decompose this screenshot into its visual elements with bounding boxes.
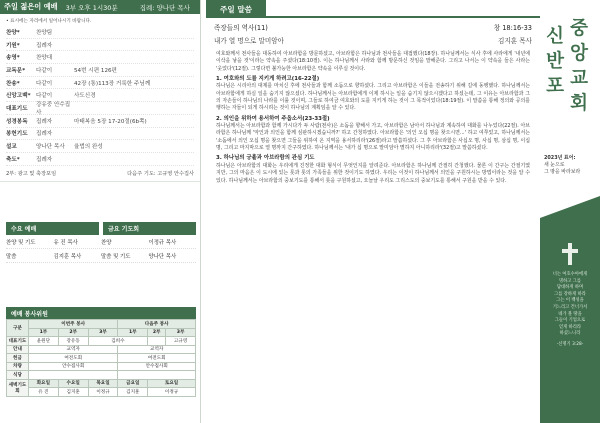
service-title: 주일 젊은이 예배 xyxy=(4,2,58,11)
table-row xyxy=(7,354,196,363)
duty-cell: 말씀 및 기도 xyxy=(101,253,131,260)
order-row xyxy=(6,89,194,102)
roster-subhead: 3부 xyxy=(88,328,118,337)
roster-subhead: 1부 xyxy=(29,328,59,337)
order-label: 송영* xyxy=(6,55,20,62)
preacher-name: 김지훈 목사 xyxy=(498,37,532,45)
order-label: 성경봉독 xyxy=(6,118,28,125)
sermon-point-heading: 2. 의인을 위하여 용서하여 주옵소서(23-33절) xyxy=(216,115,330,122)
next-week-head: 다음주 봉사 xyxy=(118,320,196,329)
roster-row-label: 식당 xyxy=(7,371,29,380)
sermon-paragraph: 하나님은 아브라함의 대화는 우리에게 진정한 대화 형식이 무엇인지를 알려준다. 아브라함은 하나님께 간절히 간청했다. 물론 이 간구는 간절기였지만, 그의 마음은 이 도시에 있는 롯과 롯의 가족들을 위한 것이기도 하였다. 우리는 이것이 하나님께서 의인을 구원하시는 방법이라는 것을 알 수 있다. 하나님께서는 아브라함의 중보기도를 통해서 롯을 구원하셨고, 오늘날 우리도 그리스도의 중보기도를 통해서 구원을 받을 수 있다. xyxy=(216,162,530,184)
roster-cell: 윤원단 xyxy=(29,337,59,346)
order-who: 강유중 안수집사 xyxy=(36,101,71,116)
church-name-char: 포 xyxy=(546,76,564,97)
roster-row-label: 대표기도 xyxy=(7,337,29,346)
roster-day: 화요일 xyxy=(29,379,59,388)
order-who: 찬양팀 xyxy=(36,29,53,36)
roster-subhead: 3부 xyxy=(166,328,196,337)
duty-row xyxy=(6,235,196,249)
scripture-verse xyxy=(543,272,597,349)
roster-cell: 김지훈 xyxy=(118,388,148,397)
order-row xyxy=(6,77,194,90)
roster-cell: 김지훈 xyxy=(58,388,88,397)
order-row xyxy=(6,153,194,166)
order-label: 기원* xyxy=(6,42,20,49)
year-theme xyxy=(544,155,598,176)
roster-cell xyxy=(29,371,118,380)
roster-day: 목요일 xyxy=(88,379,118,388)
order-label: 설교 xyxy=(6,144,17,151)
duty-cell: 김지훈 목사 xyxy=(53,253,82,260)
order-who: 집례자 xyxy=(36,131,53,138)
cross-icon xyxy=(562,243,578,265)
verse-line: 거느리고 건너가서 xyxy=(552,304,588,310)
service-time: 3부 오후 1시30분 xyxy=(65,3,118,12)
verse-line: 담대하게 하며 xyxy=(556,285,584,291)
sermon-paragraph: 하나님은 시리아의 대제를 마치신 후에 천사들과 함께 소돔으로 향하셨다. 그리고 아브라함은 이들을 전송하기 위해 길에 동행했다. 하나님께서는 아브라함에게 하실 일을 숨기지 않으셨다. 하나님께서는 아브라함에게 이제 하시는 일을 숨기지 않으시겠다고 하셨는데, 그 이유는 아브라함과 그의 자손들이 하나님의 나라를 이룰 것이며, 그들로 하여금 여호와의 도를 지키게 하는 것이 그 목적이었다(18:19절). 이 말씀을 통해 정의와 공의를 행하는 자들이 되게 하시려는 것이 하나님의 계획임을 알 수 있다. xyxy=(216,83,530,112)
order-who: 양나단 목사 xyxy=(36,144,65,151)
sermon-title: 족장들의 역사(11) xyxy=(214,24,268,32)
roster-cell: 안수집사회 xyxy=(118,362,196,371)
verse-line: 그는 이 백성을 xyxy=(556,298,584,304)
order-who: 집례자 xyxy=(36,118,53,125)
announcement-line xyxy=(0,166,200,182)
church-name-char: 반 xyxy=(546,51,564,72)
roster-row-label: 새벽기도회 xyxy=(7,379,29,396)
verse-line: 그를 강하게 하라 xyxy=(554,291,586,297)
order-what: 율법의 완성 xyxy=(74,144,103,151)
duty-cell: 찬양 및 기도 xyxy=(6,239,36,246)
roster-cell: 강유동 xyxy=(58,337,88,346)
duty-row xyxy=(6,249,196,263)
roster-day: 토요일 xyxy=(148,379,196,388)
verse-line: 네가 볼 땅을 xyxy=(558,311,582,317)
table-row xyxy=(7,337,196,346)
roster-day: 금요일 xyxy=(118,379,148,388)
order-row xyxy=(6,26,194,39)
sermon-reference: 창 18:16-33 xyxy=(493,24,532,32)
wednesday-worship-heading: 수요 예배 xyxy=(6,222,99,235)
verse-line: 하셨느니라 xyxy=(559,331,581,337)
theme-line: 그 땅을 바라보라 xyxy=(544,169,581,175)
order-label: 신앙고백* xyxy=(6,93,31,100)
table-row xyxy=(7,388,196,397)
cover-panel xyxy=(540,0,600,423)
standing-notice: • 표시에는 자리에서 일어나시기 바랍니다. xyxy=(6,19,92,24)
roster-cell: 고규영 xyxy=(166,337,196,346)
table-row xyxy=(7,345,196,354)
roster-cell: 안수집사회 xyxy=(29,362,118,371)
order-who: 집례자 xyxy=(36,42,53,49)
verse-line: 명하고 그를 xyxy=(558,278,582,284)
sermon-point-heading: 1. 여호와의 도를 지키게 하려고(16-22절) xyxy=(216,76,320,83)
church-name-char: 교 xyxy=(570,68,588,89)
theme-year: 2023년 표어: xyxy=(544,155,576,161)
duty-cell: 유 진 목사 xyxy=(53,239,78,246)
order-what: 42장 (통)113장 거룩한 주님께 xyxy=(74,80,151,87)
service-header xyxy=(0,0,200,14)
church-name-char: 중 xyxy=(570,18,588,39)
table-row xyxy=(7,362,196,371)
this-week-head: 이번주 봉사 xyxy=(29,320,118,329)
order-row xyxy=(6,51,194,64)
theme-line: 새 눈으로 xyxy=(544,162,565,168)
roster-cell: 이정규 xyxy=(148,388,196,397)
order-what: 마태복음 5장 17-20절(6b쪽) xyxy=(74,118,147,125)
order-row xyxy=(6,115,194,128)
order-who: 다같이 xyxy=(36,80,53,87)
roster-cell xyxy=(118,371,196,380)
verse-line: 그들이 기업으로 xyxy=(554,318,586,324)
roster-cell: 교역자 xyxy=(29,345,118,354)
roster-cell: 이정규 xyxy=(88,388,118,397)
verse-reference: -신명기 3:28- xyxy=(556,341,584,347)
service-leader: 집례: 양나단 목사 xyxy=(139,3,190,12)
order-what: 사도신경 xyxy=(74,93,96,100)
order-of-service xyxy=(0,26,200,166)
order-who: 다같이 xyxy=(36,93,53,100)
order-row xyxy=(6,64,194,77)
sermon-subtitle: 내가 열 명으로 말미암아 xyxy=(214,37,284,45)
friday-prayer-heading: 금요 기도회 xyxy=(103,222,196,235)
roster-row-label: 안내 xyxy=(7,345,29,354)
roster-cell: 교역자 xyxy=(118,345,196,354)
order-what: 54번 시편 126편 xyxy=(74,67,117,74)
order-label: 봉헌기도 xyxy=(6,131,28,138)
sermon-body xyxy=(206,45,540,185)
duty-cell: 양나단 목사 xyxy=(148,253,177,260)
order-who: 집례자 xyxy=(36,156,53,163)
announcement-left: 2부: 광고 및 축장포임 xyxy=(6,170,57,177)
roster-cell: 김희수 xyxy=(88,337,148,346)
verse-line: 얻게 하리라 xyxy=(558,324,582,330)
next-week-prayer: 다음주 기도: 고규영 안수집사 xyxy=(127,170,194,177)
order-who: 다같이 xyxy=(36,67,53,74)
sermon-paragraph: 여호와께서 천사들을 대동하여 아브라함을 방문하셨고, 아브라함은 하나님과 천사들을 대접했다(18장). 하나님께서는 식사 후에 사라에게 '내년에 이삭을 낳을 것'이라는 약속을 주셨다(18:10절). 이는 하나님께서 사라와 함께 방문하신 것임을 말해준다. 그리고 나서는 이 약속을 들은 사라는 '웃었다'(12절). 그렇다면 불가능한 아브라함은 약속을 이루실 것이다. xyxy=(216,51,530,72)
order-row xyxy=(6,140,194,153)
roster-table xyxy=(6,319,196,397)
order-row xyxy=(6,102,194,115)
weekday-services xyxy=(6,222,196,263)
roster-subhead: 2부 xyxy=(58,328,88,337)
church-name-char: 신 xyxy=(546,26,564,47)
order-label: 대표기도 xyxy=(6,105,28,112)
duty-cell: 이정규 목사 xyxy=(148,239,177,246)
roster-subhead: 2부 xyxy=(148,328,166,337)
order-who: 찬양대 xyxy=(36,55,53,62)
order-label: 찬양* xyxy=(6,29,20,36)
table-row xyxy=(7,371,196,380)
order-row xyxy=(6,128,194,141)
sermon-paragraph: 하나님께서는 아브라함과 함께 가시다가 두 사람(천사)은 소돔을 향해서 가고, 아브라함은 남아서 하나님과 계속하여 대화를 나누었다(22절). 아브라함은 하나님께 '악인과 의인을 함께 심판하시겠습니까?' 하고 간청하였다. 아브라함은 '의인 오십 명을 찾으시면...' 하고 여쭈었고, 하나님께서는 '소돔에서 의인 오십 명을 찾으면 그들을 위하여 온 지역을 용서하리라'(26절)라고 말씀하셨다. 그 후 아브라함은 사십오 명, 사십 명, 삼십 명, 이십 명, 그리고 마지막으로 열 명까지 간구하였다. 하나님께서는 '내가 십 명으로 말미암아 멸하지 아니하리라'(32절)고 말씀하셨다. xyxy=(216,123,530,152)
order-label: 교독문* xyxy=(6,67,26,74)
roster-cell xyxy=(148,337,166,346)
roster-cell: 여전도회 xyxy=(118,354,196,363)
order-label: 축도* xyxy=(6,156,20,163)
verse-line: 너는 여호수아에게 xyxy=(552,272,588,277)
roster-cell: 여전도회 xyxy=(29,354,118,363)
band-notch xyxy=(540,196,600,218)
roster-cell: 유 진 xyxy=(29,388,59,397)
roster-title: 예배 봉사위원 xyxy=(6,307,196,320)
roster-row-label: 차량 xyxy=(7,362,29,371)
table-row xyxy=(7,379,196,388)
roster-subhead: 1부 xyxy=(118,328,148,337)
roster-corner: 구분 xyxy=(7,320,29,337)
church-name-char: 회 xyxy=(570,93,588,114)
order-label: 찬송* xyxy=(6,80,20,87)
sermon-point-heading: 3. 하나님의 긍휼과 아브라함의 관심 기도 xyxy=(216,155,315,162)
sermon-header: 주일 말씀 xyxy=(206,0,266,18)
roster-row-label: 헌금 xyxy=(7,354,29,363)
duty-cell: 찬양 xyxy=(101,239,112,246)
duty-cell: 말씀 xyxy=(6,253,17,260)
roster-day: 수요일 xyxy=(58,379,88,388)
header-rule xyxy=(266,0,540,18)
order-row xyxy=(6,39,194,52)
sermon-panel xyxy=(206,0,540,423)
church-name-char: 앙 xyxy=(570,43,588,64)
